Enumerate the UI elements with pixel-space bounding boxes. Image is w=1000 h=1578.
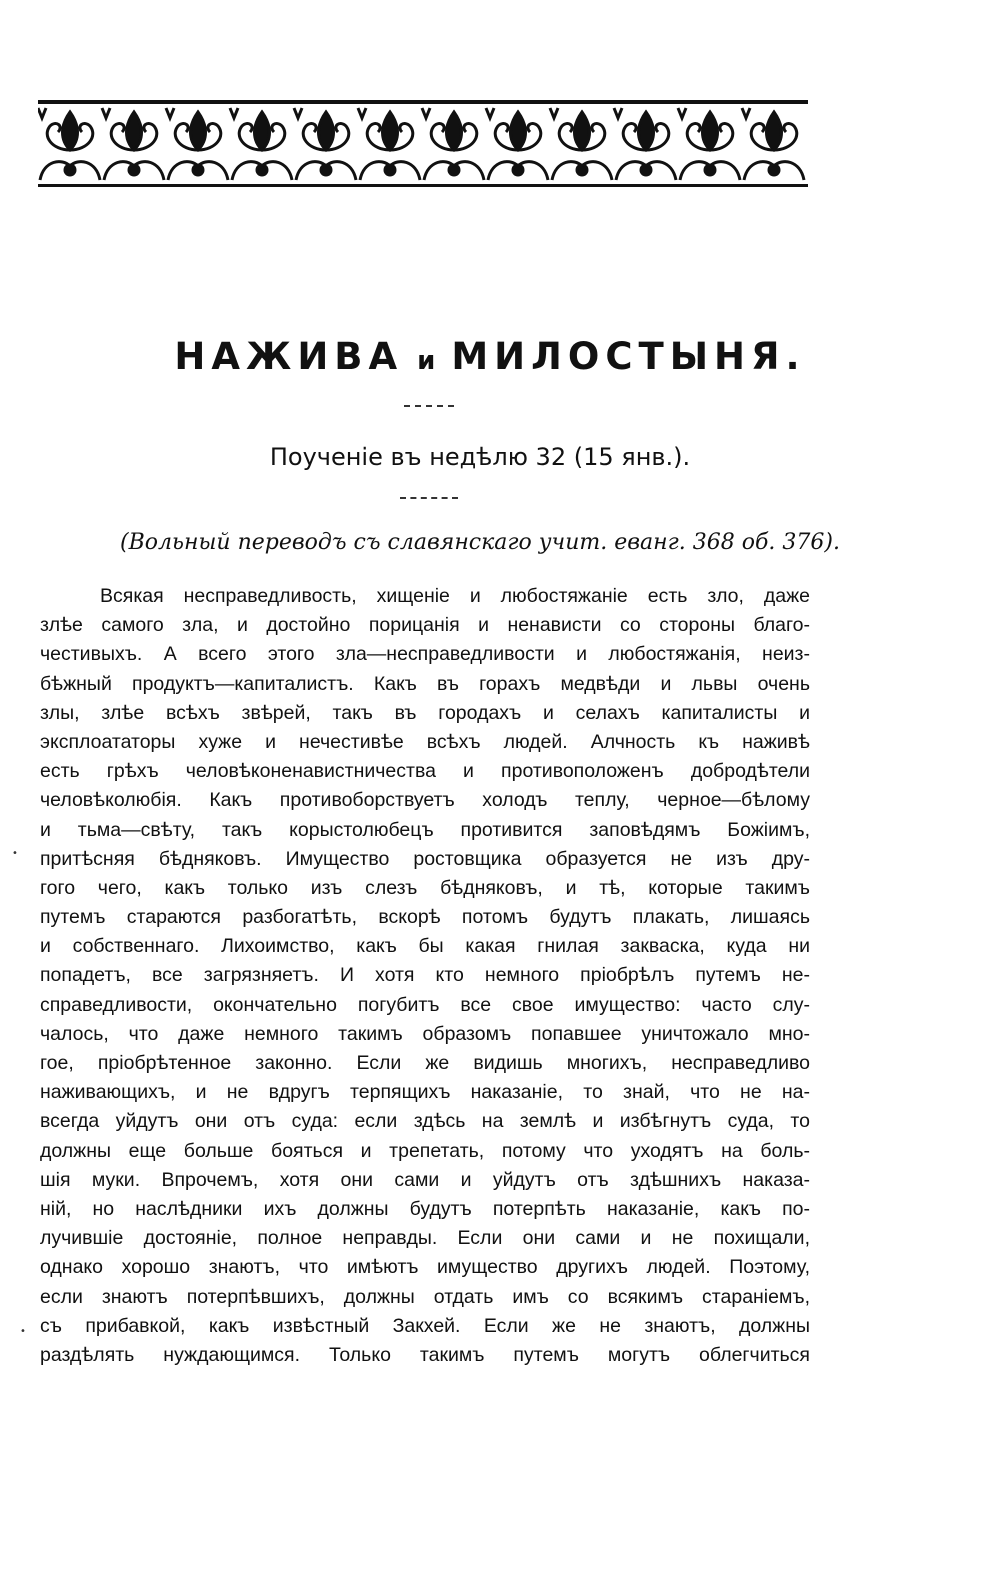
body-line: злѣе самого зла, и достойно порицанія и ненависти со стороны благо- — [40, 614, 810, 637]
body-line: ній, но наслѣдники ихъ должны будутъ потерпѣть наказаніе, какъ по- — [40, 1197, 810, 1220]
ornament-motif — [102, 108, 164, 180]
margin-dot: • — [20, 1326, 26, 1337]
ornament-motif — [166, 108, 228, 180]
body-line: злы, злѣе всѣхъ звѣрей, такъ въ городахъ и селахъ капиталисты и — [40, 701, 810, 724]
ornament-motif — [486, 108, 548, 180]
margin-dot: • — [12, 848, 18, 859]
page-title — [0, 334, 990, 384]
ornament-motif — [230, 108, 292, 180]
body-line: Всякая несправедливость, хищеніе и любостяжаніе есть зло, даже — [100, 585, 810, 607]
ornament-motif — [38, 108, 100, 180]
body-line: наживающихъ, и не вдругъ терпящихъ наказаніе, то знай, что не на- — [40, 1081, 810, 1104]
body-line: есть грѣхъ человѣконенавистничества и противоположенъ добродѣтели — [40, 760, 810, 783]
body-line: однако хорошо знаютъ, что имѣютъ имущество другихъ людей. Поэтому, — [40, 1256, 810, 1279]
subtitle: Поученіе въ недѣлю 32 (15 янв.). — [269, 443, 691, 471]
ornament-motif — [678, 108, 740, 180]
body-line: раздѣлять нуждающимся. Только такимъ путемъ могутъ облегчиться — [40, 1343, 810, 1366]
title-part-1: НАЖИВА — [174, 335, 404, 378]
body-line: и тьма—свѣту, такъ корыстолюбецъ противится заповѣдямъ Божіимъ, — [40, 818, 810, 841]
body-line: эксплоататоры хуже и нечестивѣе всѣхъ людей. Алчность къ наживѣ — [40, 730, 810, 753]
body-line: притѣсняя бѣдняковъ. Имущество ростовщика образуется не изъ дру- — [40, 847, 810, 870]
body-line: честивыхъ. А всего этого зла—несправедливости и любостяжанія, неиз- — [40, 643, 810, 666]
ornament-motif — [550, 108, 612, 180]
title-divider — [404, 405, 454, 407]
ornament-motif — [614, 108, 676, 180]
body-line: бѣжный продуктъ—капиталистъ. Какъ въ горахъ медвѣди и львы очень — [40, 672, 810, 695]
body-line: съ прибавкой, какъ извѣстный Закхей. Если же не знаютъ, должны — [40, 1314, 810, 1337]
subtitle-divider — [400, 497, 458, 499]
ornament-motif — [422, 108, 484, 180]
title-part-2: МИЛОСТЫНЯ. — [451, 335, 806, 378]
body-line: путемъ стараются разбогатѣть, вскорѣ потомъ будутъ плакать, лишаясь — [40, 906, 810, 929]
translation-note: (Вольный переводъ съ славянскаго учит. еванг. 368 об. 376). — [120, 530, 840, 555]
body-line: попадетъ, все загрязняетъ. И хотя кто немного пріобрѣлъ путемъ не- — [40, 964, 810, 987]
title-conjunction: и — [417, 346, 438, 376]
body-line: гое, пріобрѣтенное законно. Если же видишь многихъ, несправедливо — [40, 1052, 810, 1074]
ornament-motif — [742, 108, 804, 180]
ornament-motif — [358, 108, 420, 180]
decorative-header-ornament — [38, 100, 808, 188]
body-line: человѣколюбія. Какъ противоборствуетъ холодъ теплу, черное—бѣлому — [40, 789, 810, 812]
body-line: и собственнаго. Лихоимство, какъ бы какая гнилая закваска, куда ни — [40, 935, 810, 958]
ornament-motif — [294, 108, 356, 180]
body-text — [40, 582, 810, 1370]
body-line: всегда уйдутъ они отъ суда: если здѣсь на землѣ и избѣгнутъ суда, то — [40, 1110, 810, 1133]
body-line: гого чего, какъ только изъ слезъ бѣдняковъ, и тѣ, которые такимъ — [40, 876, 810, 899]
body-line: лучившіе достояніе, полное неправды. Если они сами и не похищали, — [40, 1227, 810, 1250]
body-line: чалось, что даже немного такимъ образомъ попавшее уничтожало мно- — [40, 1022, 810, 1045]
body-line: должны еще больше бояться и трепетать, потому что уходятъ на боль- — [40, 1139, 810, 1162]
body-line: если знаютъ потерпѣвшихъ, должны отдать имъ со всякимъ стараніемъ, — [40, 1285, 810, 1308]
body-line: справедливости, окончательно погубитъ все свое имущество: часто слу- — [40, 993, 810, 1016]
body-line: шія муки. Впрочемъ, хотя они сами и уйдутъ отъ здѣшнихъ наказа- — [40, 1168, 810, 1191]
